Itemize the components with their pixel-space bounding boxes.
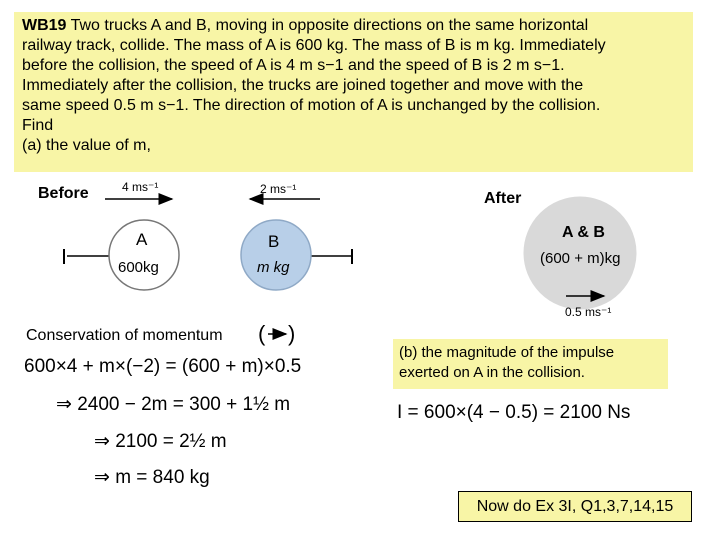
equation-4: ⇒ m = 840 kg <box>94 467 210 488</box>
next-task-box: Now do Ex 3I, Q1,3,7,14,15 <box>458 491 692 522</box>
combined-label: A & B <box>562 224 605 241</box>
part-b-line-2: exerted on A in the collision. <box>399 364 585 381</box>
ball-b <box>241 220 311 290</box>
question-code: WB19 <box>22 17 67 34</box>
question-text: Two trucks A and B, moving in opposite directions on the same horizontal <box>70 17 589 34</box>
combined-mass: (600 + m)kg <box>540 250 621 267</box>
ball-b-mass: m kg <box>257 259 290 276</box>
question-line-4: Immediately after the collision, the trucks are joined together and move with the <box>22 77 584 94</box>
before-label: Before <box>38 185 89 202</box>
impulse-equation: I = 600×(4 − 0.5) = 2100 Ns <box>397 402 631 423</box>
equation-1: 600×4 + m×(−2) = (600 + m)×0.5 <box>24 356 302 377</box>
working-heading: Conservation of momentum <box>26 327 223 344</box>
question-line-6: Find <box>22 117 54 134</box>
ball-b-letter: B <box>268 232 280 251</box>
part-b-question-box <box>393 339 668 389</box>
ball-a-letter: A <box>136 230 148 249</box>
ball-a-mass: 600kg <box>118 259 159 276</box>
question-line-3: before the collision, the speed of A is 4 m s−1 and the speed of B is 2 m s−1. <box>22 57 565 74</box>
question-line-2: railway track, collide. The mass of A is 600 kg. The mass of B is m kg. Immediately <box>22 37 606 54</box>
after-label: After <box>484 190 522 207</box>
direction-close-bracket: ) <box>288 321 296 346</box>
equation-3: ⇒ 2100 = 2½ m <box>94 431 227 452</box>
part-b-line-1: (b) the magnitude of the impulse <box>399 344 615 361</box>
question-line-7: (a) the value of m, <box>22 137 151 154</box>
question-line-5: same speed 0.5 m s−1. The direction of motion of A is unchanged by the collision. <box>22 97 601 114</box>
equation-2: ⇒ 2400 − 2m = 300 + 1½ m <box>56 394 291 415</box>
speed-b-label: 2 ms⁻¹ <box>260 182 297 196</box>
speed-after-label: 0.5 ms⁻¹ <box>565 305 612 319</box>
speed-a-label: 4 ms⁻¹ <box>122 180 159 194</box>
direction-open-bracket: ( <box>258 321 266 346</box>
